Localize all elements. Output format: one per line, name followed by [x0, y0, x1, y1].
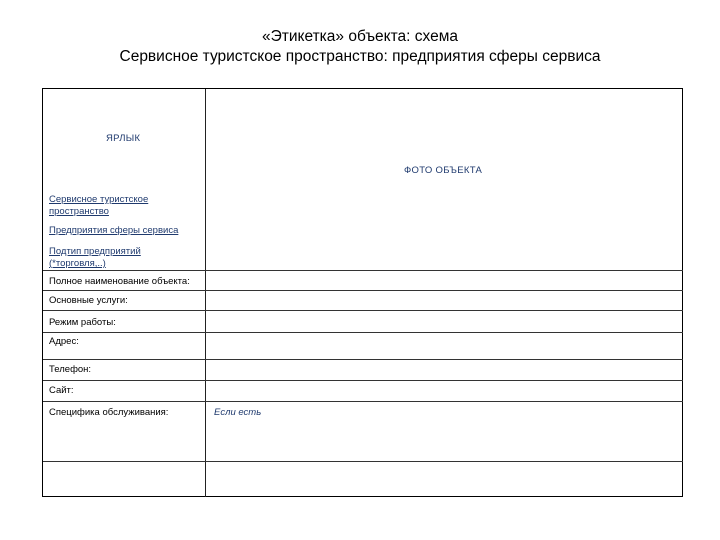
link-enterprise-subtype[interactable]: Подтип предприятий (*торговля,..)	[49, 246, 141, 269]
row-label-site: Сайт:	[49, 385, 74, 396]
link-service-space[interactable]: Сервисное туристское пространство	[49, 194, 149, 217]
row-label-service-specifics: Специфика обслуживания:	[49, 407, 169, 418]
row-label-phone: Телефон:	[49, 364, 92, 375]
row-label-services: Основные услуги:	[49, 295, 128, 306]
row-divider	[43, 401, 683, 402]
row-divider	[43, 332, 683, 333]
label-form-table	[42, 88, 683, 497]
row-divider	[43, 359, 683, 360]
row-label-full-name: Полное наименование объекта:	[49, 276, 190, 287]
label-tag: ЯРЛЫК	[106, 133, 141, 144]
link-service-enterprises[interactable]: Предприятия сферы сервиса	[49, 225, 179, 236]
photo-placeholder: ФОТО ОБЪЕКТА	[404, 165, 483, 176]
row-divider	[43, 270, 683, 271]
page-title: «Этикетка» объекта: схема	[262, 28, 458, 45]
row-label-hours: Режим работы:	[49, 317, 116, 328]
row-divider	[43, 380, 683, 381]
column-divider	[205, 89, 206, 497]
row-divider	[43, 310, 683, 311]
row-label-address: Адрес:	[49, 336, 79, 347]
row-value-service-specifics: Если есть	[214, 407, 262, 418]
page-subtitle: Сервисное туристское пространство: предприятия сферы сервиса	[119, 48, 601, 65]
row-divider	[43, 461, 683, 462]
row-divider	[43, 290, 683, 291]
